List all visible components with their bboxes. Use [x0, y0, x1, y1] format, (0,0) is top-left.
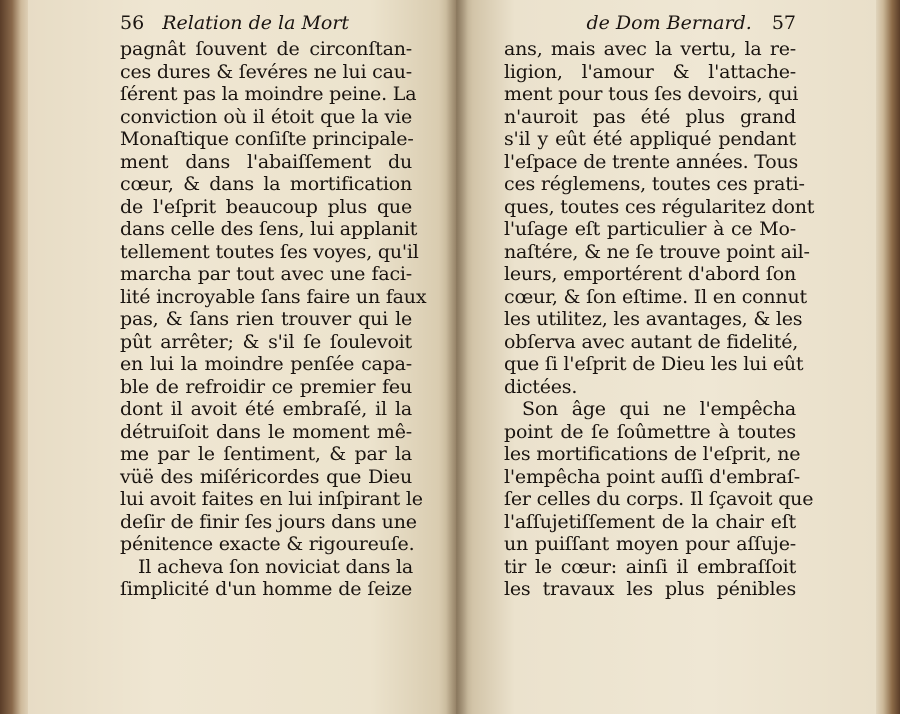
text-line: cœur, & dans la mortification	[120, 173, 412, 195]
text-line: conviction où il étoit que la vie	[120, 105, 412, 128]
text-line: Son âge qui ne l'empêcha	[522, 398, 796, 420]
text-line: s'il y eût été appliqué pendant	[504, 128, 796, 150]
text-line: n'auroit pas été plus grand	[504, 105, 796, 128]
text-line: les mortifications de l'eſprit, ne	[504, 443, 801, 465]
left-running-title: Relation de la Mort	[162, 12, 350, 34]
text-line: l'uſage eſt particulier à ce Mo-	[504, 218, 796, 240]
text-line: pénitence exacte & rigoureuſe.	[120, 533, 415, 555]
text-line: dans celle des ſens, lui applanit	[120, 218, 418, 240]
text-line: l'empêcha point auſſi d'embraſ-	[504, 465, 801, 488]
text-line: ſérent pas la moindre peine. La	[120, 83, 417, 105]
book-gutter	[446, 0, 468, 714]
text-line: l'aſſujetiſſement de la chair eſt	[504, 510, 796, 533]
text-line: ment dans l'abaiſſement du	[120, 150, 412, 173]
text-line: obſerva avec autant de fidelité,	[504, 330, 799, 353]
text-line: leurs, emportérent d'abord ſon	[504, 263, 796, 285]
text-line: ſer celles du corps. Il ſçavoit que	[504, 488, 814, 510]
book-edge-left	[0, 0, 30, 714]
text-line: tellement toutes ſes voyes, qu'il	[120, 240, 419, 263]
text-line: ques, toutes ces régularitez dont	[504, 195, 815, 218]
text-line: dictées.	[504, 375, 578, 398]
right-running-title: de Dom Bernard.	[586, 12, 752, 34]
text-line: les travaux les plus pénibles	[504, 578, 796, 600]
right-page-text	[504, 38, 815, 601]
text-line: naſtére, & ne ſe trouve point ail-	[504, 240, 810, 263]
left-page-number: 56	[120, 12, 145, 34]
text-line: ble de refroidir ce premier feu	[120, 375, 412, 398]
text-line: ans, mais avec la vertu, la re-	[504, 38, 796, 60]
left-page-text	[120, 38, 427, 601]
text-line: cœur, & ſon eſtime. Il en connut	[504, 285, 807, 308]
right-page	[456, 0, 876, 714]
text-line: marcha par tout avec une faci-	[120, 263, 412, 285]
text-line: que ſi l'eſprit de Dieu les lui eût	[504, 353, 804, 375]
text-line: tir le cœur: ainſi il embraſſoit	[504, 555, 796, 578]
text-line: ſimplicité d'un homme de ſeize	[120, 578, 412, 600]
text-line: point de ſe ſoûmettre à toutes	[504, 420, 796, 443]
text-line: me par le ſentiment, & par la	[120, 443, 412, 465]
text-line: deſir de finir ſes jours dans une	[120, 510, 417, 533]
text-line: de l'eſprit beaucoup plus que	[120, 195, 412, 218]
text-line: un puiſſant moyen pour aſſuje-	[504, 533, 796, 555]
left-page	[28, 0, 456, 714]
text-line: l'eſpace de trente années. Tous	[504, 150, 799, 173]
text-line: en lui la moindre penſée capa-	[120, 353, 412, 375]
text-line: vüë des miſéricordes que Dieu	[120, 465, 412, 488]
text-line: pas, & ſans rien trouver qui le	[120, 308, 412, 330]
text-line: les utilitez, les avantages, & les	[504, 308, 803, 330]
right-running-head	[504, 10, 796, 38]
text-line: ces réglemens, toutes ces prati-	[504, 173, 805, 195]
text-line: lité incroyable ſans faire un faux	[120, 285, 427, 308]
text-line: ligion, l'amour & l'attache-	[504, 60, 796, 83]
text-line: pût arrêter; & s'il ſe ſoulevoit	[120, 330, 412, 353]
text-line: dont il avoit été embraſé, il la	[120, 398, 412, 420]
text-line: ces dures & ſevéres ne lui cau-	[120, 60, 412, 83]
right-page-number: 57	[771, 12, 796, 34]
book-edge-right	[874, 0, 900, 714]
text-line: lui avoit faites en lui inſpirant le	[120, 488, 423, 510]
text-line: détruiſoit dans le moment mê-	[120, 420, 412, 443]
text-line: Il acheva ſon noviciat dans la	[138, 555, 414, 578]
text-line: pagnât ſouvent de circonſtan-	[120, 38, 412, 60]
text-line: Monaſtique conſiſte principale-	[120, 128, 414, 150]
left-running-head	[120, 10, 412, 38]
text-line: ment pour tous ſes devoirs, qui	[504, 83, 799, 105]
